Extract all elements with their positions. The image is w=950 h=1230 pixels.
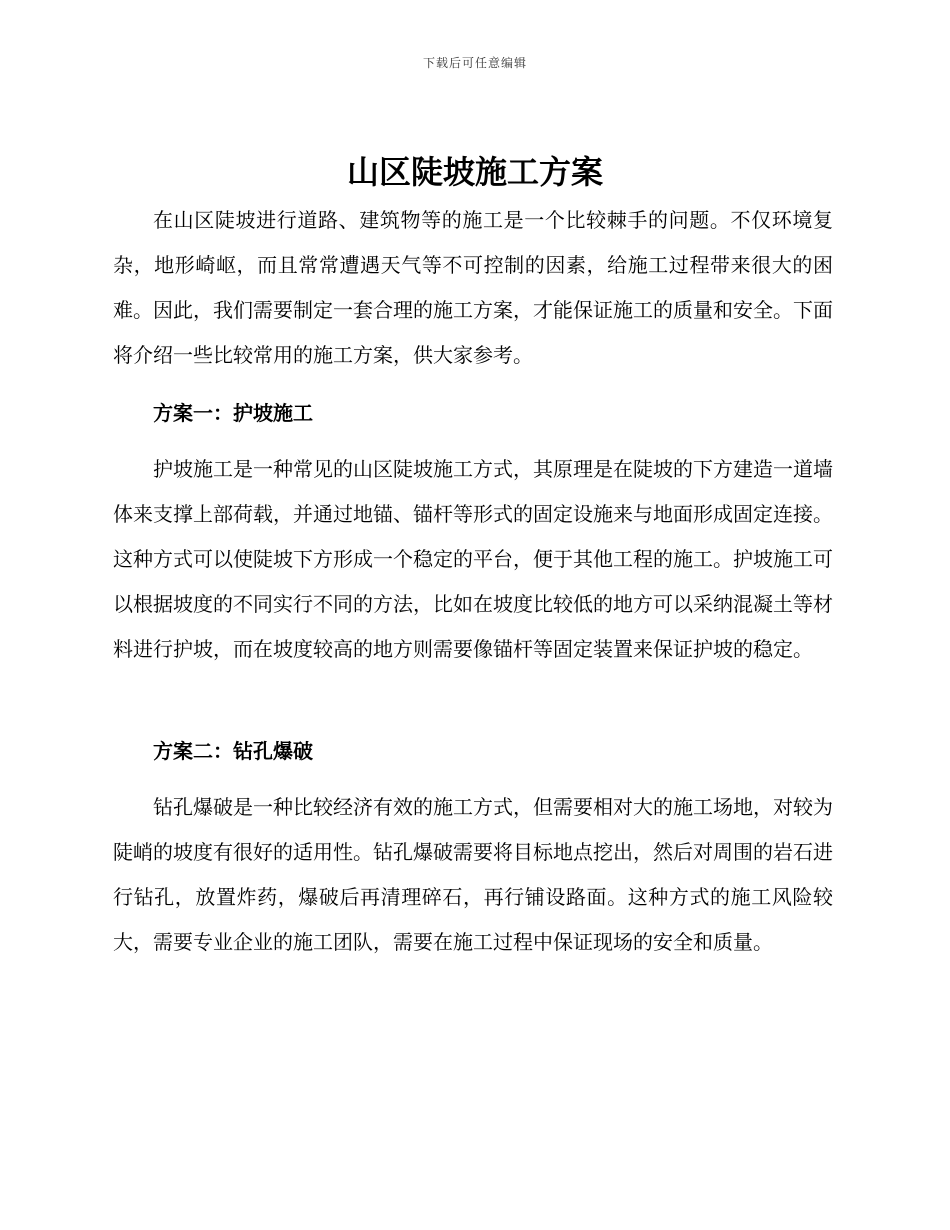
section-1-paragraph: 护坡施工是一种常见的山区陡坡施工方式，其原理是在陡坡的下方建造一道墙体来支撑上部荷载，并通过地锚、锚杆等形式的固定设施来与地面形成固定连接。这种方式可以使陡坡下方形成一个稳定的平台，便于其他工程的施工。护坡施工可以根据坡度的不同实行不同的方法，比如在坡度比较低的地方可以采纳混凝土等材料进行护坡，而在坡度较高的地方则需要像锚杆等固定装置来保证护坡的稳定。 bbox=[113, 457, 833, 661]
section-2-body-block bbox=[113, 785, 833, 965]
section-2-heading-block bbox=[113, 729, 833, 774]
section-2-paragraph: 钻孔爆破是一种比较经济有效的施工方式，但需要相对大的施工场地，对较为陡峭的坡度有很好的适用性。钻孔爆破需要将目标地点挖出，然后对周围的岩石进行钻孔，放置炸药，爆破后再清理碎石，再行铺设路面。这种方式的施工风险较大，需要专业企业的施工团队，需要在施工过程中保证现场的安全和质量。 bbox=[113, 795, 833, 954]
intro-section bbox=[113, 198, 833, 378]
section-2-heading: 方案二：钻孔爆破 bbox=[153, 739, 313, 763]
section-1-heading-block bbox=[113, 391, 833, 436]
document-title: 山区陡坡施工方案 bbox=[346, 153, 603, 191]
intro-paragraph: 在山区陡坡进行道路、建筑物等的施工是一个比较棘手的问题。不仅环境复杂，地形崎岖，而且常常遭遇天气等不可控制的因素，给施工过程带来很大的困难。因此，我们需要制定一套合理的施工方案，才能保证施工的质量和安全。下面将介绍一些比较常用的施工方案，供大家参考。 bbox=[113, 208, 833, 367]
section-1-body-block bbox=[113, 447, 833, 672]
header-note: 下载后可任意编辑 bbox=[422, 56, 527, 70]
section-1-heading: 方案一：护坡施工 bbox=[153, 401, 313, 425]
